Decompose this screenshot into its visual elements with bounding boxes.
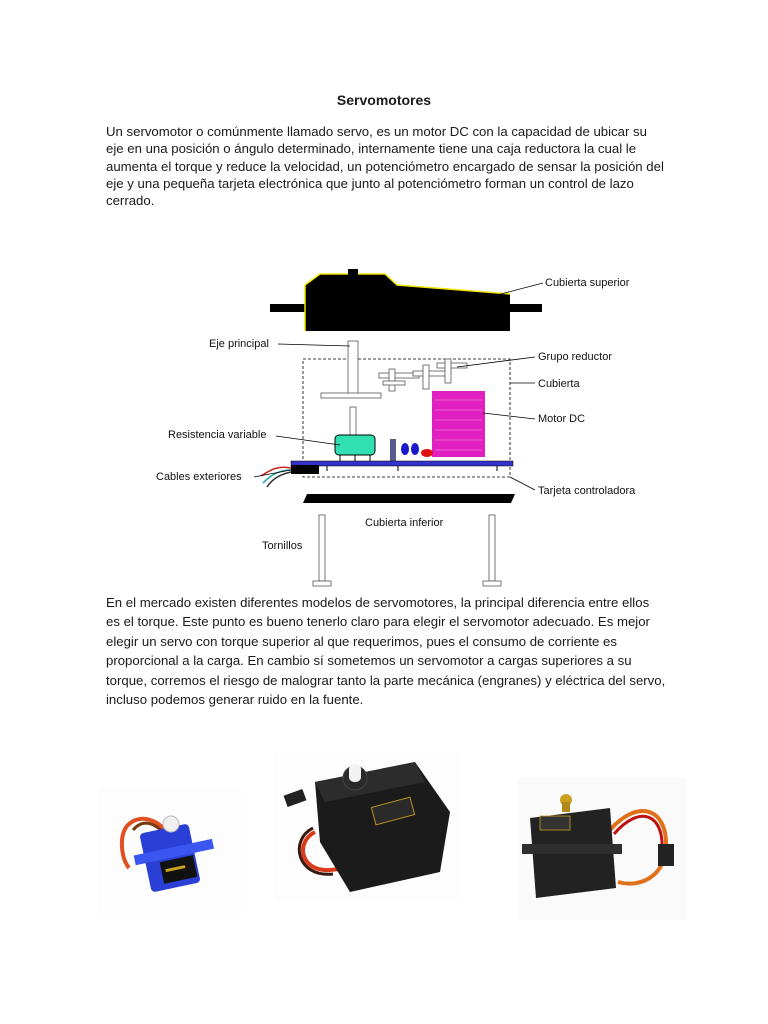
- board-components: [390, 439, 433, 461]
- potentiometer: [335, 435, 375, 463]
- external-cables: [261, 465, 319, 487]
- dc-motor: [432, 391, 485, 457]
- servo-exploded-diagram: [145, 265, 665, 595]
- label-grupo-reductor: Grupo reductor: [538, 351, 612, 363]
- label-cubierta-inferior: Cubierta inferior: [365, 517, 444, 529]
- metal-gear-servo-photo: [518, 778, 686, 920]
- top-cover: [270, 269, 542, 331]
- page-title: Servomotores: [336, 92, 432, 108]
- standard-servo-photo: [275, 752, 460, 900]
- label-cubierta: Cubierta: [538, 378, 580, 390]
- gear-train: [379, 359, 467, 391]
- bottom-cover: [303, 494, 515, 503]
- label-eje-principal: Eje principal: [209, 338, 269, 350]
- torque-paragraph: En el mercado existen diferentes modelos de servomotores, la principal diferencia entre ellos es el torque. Este punto es bueno tenerlo claro para elegir el servomotor adecuado. Es mejor elegir un servo con torque superior al que requerimos, pues el consumo de corriente es proporcional a la carga. En cambio sí sometemos un servomotor a cargas superiores a su torque, corremos el riesgo de malograr tanto la parte mecánica (engranes) y eléctrica del servo, incluso podemos generar ruido en la fuente.: [106, 595, 666, 708]
- board-legs: [327, 466, 497, 471]
- label-motor-dc: Motor DC: [538, 413, 586, 425]
- micro-servo-photo: [99, 788, 241, 918]
- label-cables-exteriores: Cables exteriores: [156, 471, 242, 483]
- label-tornillos: Tornillos: [262, 540, 303, 552]
- label-cubierta-superior: Cubierta superior: [545, 277, 630, 289]
- intro-paragraph: Un servomotor o comúnmente llamado servo, es un motor DC con la capacidad de ubicar su eje en una posición o ángulo determinado, internamente tiene una caja reductora la cual le aumenta el torque y reduce la velocidad, un potenciómetro encargado de sensar la posición del eje y una pequeña tarjeta electrónica que junto al potenciómetro forman un control de lazo cerrado.: [106, 124, 664, 209]
- main-shaft: [321, 341, 381, 439]
- label-resistencia-variable: Resistencia variable: [168, 429, 267, 441]
- label-tarjeta-controladora: Tarjeta controladora: [538, 485, 636, 497]
- control-board: [291, 461, 513, 466]
